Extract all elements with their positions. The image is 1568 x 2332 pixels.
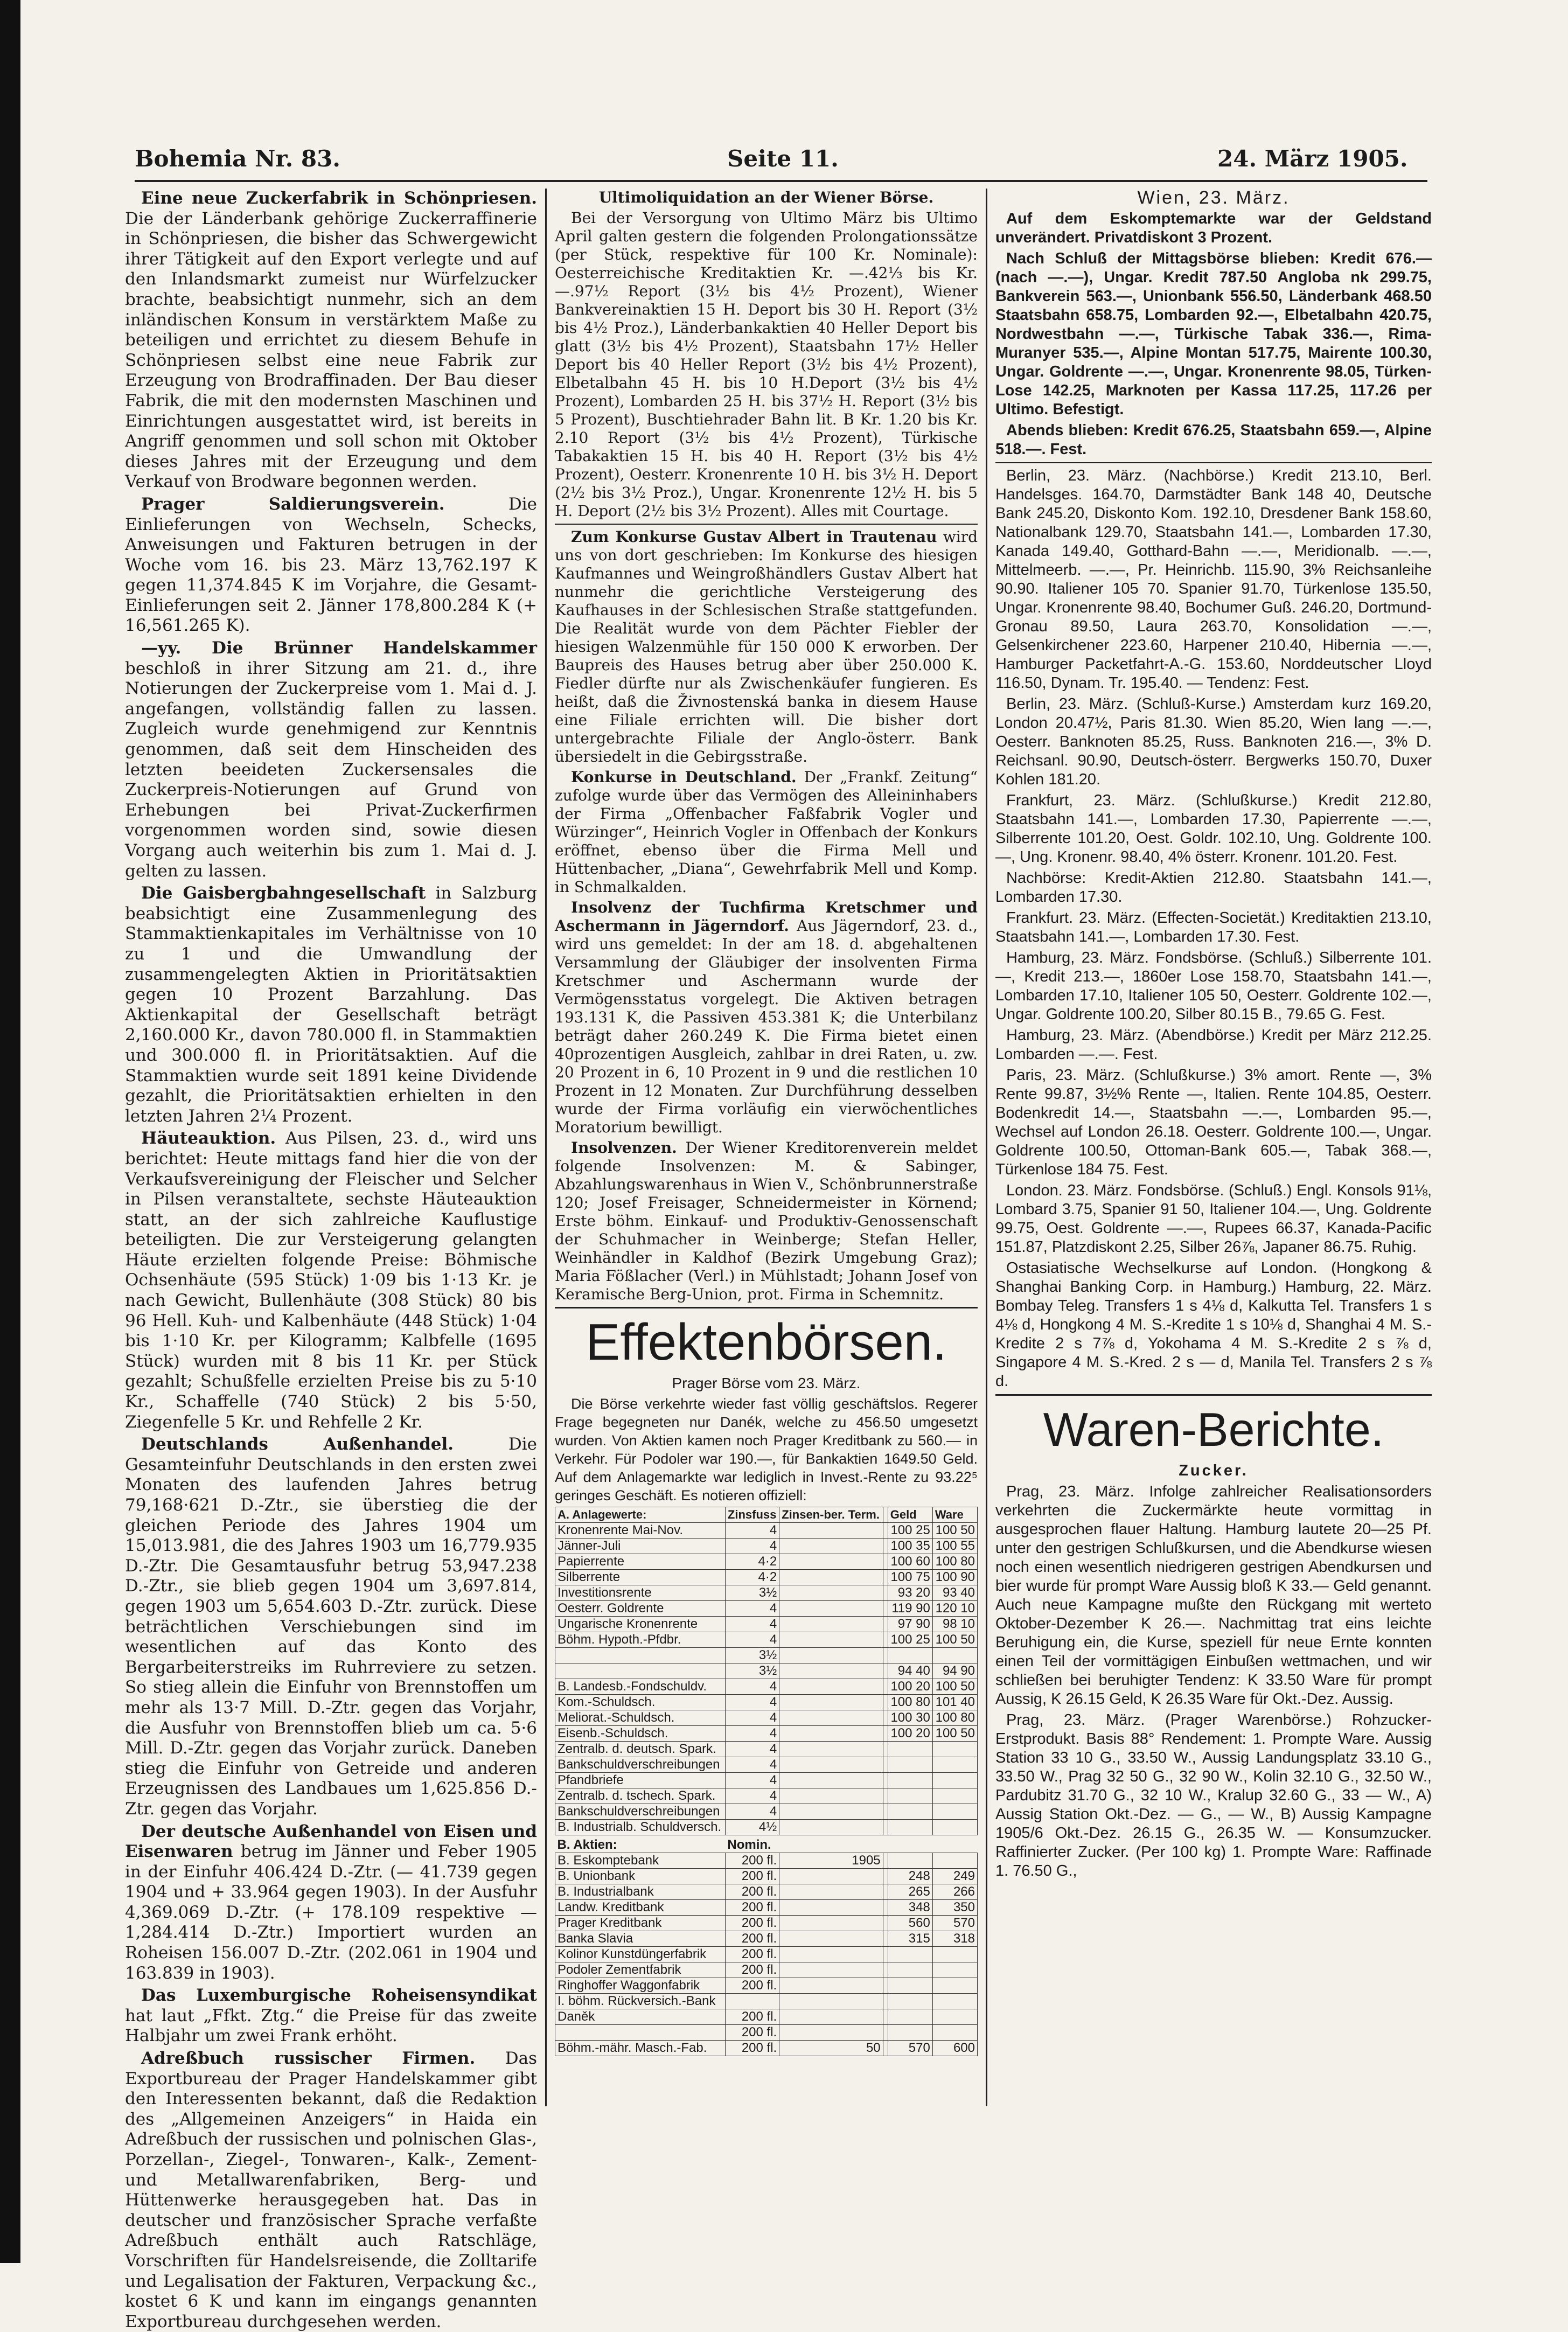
table-cell [883,1884,888,1900]
table-cell: 4·2 [725,1554,779,1570]
table-cell: 98 10 [932,1617,977,1632]
aktien-row [555,1884,978,1900]
table-cell [888,2025,932,2041]
report-berlin-nachboerse: Berlin, 23. März. (Nachbörse.) Kredit 213.10, Berl. Handelsges. 164.70, Darmstädter Bank 148 40, Deutsche Bank 245.20, Diskonto Kom. 192.10, Dresdener Bank 158.60, Nationalbank 129.70, Staatsbahn 141.—, Lombarden 17.30, Kanada 149.40, Gotthard-Bahn —.—, Meridionalb. —.—, Mittelmeerb. —.—, Pr. Heinrichb. 115.90, 3% Reichsanleihe 90.90. Italiener 105 70. Spanier 91.70, Türkenlose 135.50, Ungar. Kronenrente 98.40, Bochumer Guß. 246.20, Dortmund-Gronau 89.50, Laura 263.70, Konsolidation —.—, Gelsenkirchener 223.60, Harpener 210.40, Hibernia —.—, Hamburger Packetfahrt-A.-G. 153.60, Norddeutscher Lloyd 116.50, Dynam. Tr. 195.40. — Tendenz: Fest. [995,467,1432,692]
table-cell: 348 [888,1900,932,1916]
table-cell: 4 [725,1617,779,1632]
table-cell: 4 [725,1757,779,1773]
table-cell: 97 90 [888,1617,932,1632]
table-cell [888,1820,932,1835]
table-cell [779,1585,883,1601]
table-cell [883,1617,888,1632]
anlage-row [555,1554,978,1570]
table-cell [888,1994,932,2009]
table-cell: 100 20 [888,1726,932,1742]
report-paris: Paris, 23. März. (Schlußkurse.) 3% amort. Rente —, 3% Rente 99.87, 3½% Rente —, Italien. Rente 104.85, Oesterr. Bodenkredit 14.—, Staatsbahn —.—, Lombarden 95.—, Wechsel auf London 26.18. Oesterr. Goldrente 100.—, Ungar. Goldrente 100.50, Ottoman-Bank 605.—, Tabak 368.—, Türkenlose 184 75. Fest. [995,1067,1432,1178]
table-cell: 100 80 [932,1554,977,1570]
table-cell: 4 [725,1523,779,1539]
anlage-row [555,1617,978,1632]
table-cell: Podoler Zementfabrik [555,1962,726,1978]
table-cell: Bankschuldverschreibungen [555,1804,726,1820]
table-cell [883,1853,888,1869]
table-cell: 100 50 [932,1726,977,1742]
divider [555,1307,978,1308]
zucker-prag-1: Prag, 23. März. Infolge zahlreicher Realisationsorders verkehrten die Zuckermärkte heute vormittag in ausgesprochen flauer Haltung. Hamburg lautete 20—25 Pf. unter den gestrigen Schlußkursen, und die Abendkurse wiesen noch einen wesentlich niedrigeren gestrigen Abendkursen und bier wurde für prompt Ware Aussig bloß K 33.— Geld genannt. Auch neue Kampagne mußte den Rückgang mit werteto Oktober-Dezember K 26.—. Nachmittag trat eins leichte Beruhigung ein, die Kurse, speziell für neue Ernte konnten einen Teil der vormittägigen Einbußen wettmachen, und wir schließen bei beruhigter Tendenz: K 33.50 Ware für prompt Aussig, K 26.15 Geld, K 26.35 Ware für Okt.-Dez. Aussig. [995,1483,1432,1708]
table-cell [883,1994,888,2009]
article-roheisensyndikat: Das Luxemburgische Roheisensyndikat hat laut „Ffkt. Ztg.“ die Preise für das zweite Halbjahr um zwei Frank erhöht. [125,1986,537,2046]
table-cell: Kom.-Schuldsch. [555,1695,726,1710]
wien-mittagsboerse: Nach Schluß der Mittagsbörse blieben: Kredit 676.— (nach —.—), Ungar. Kredit 787.50 Angloba nk 299.75, Bankverein 563.—, Unionbank 556.50, Länderbank 468.50 Staatsbahn 658.75, Lombarden 92.—, Elbetalbahn 420.75, Nordwestbahn —.—, Türkische Tabak 336.—, Rima-Muranyer 535.—, Alpine Montan 517.75, Mairente 100.30, Ungar. Goldrente —.—, Ungar. Kronenrente 98.05, Türken-Lose 142.25, Marknoten per Kassa 117.25, 117.26 per Ultimo. Befestigt. [995,250,1432,418]
table-cell: 100 60 [888,1554,932,1570]
table-cell [779,1900,883,1916]
table-cell [779,1726,883,1742]
table-header: Zinsfuss [725,1507,779,1523]
table-cell: 100 75 [888,1570,932,1585]
waren-berichte-title: Waren-Berichte. [1043,1403,1384,1456]
table-cell: Böhm. Hypoth.-Pfdbr. [555,1632,726,1648]
table-cell [555,1663,726,1679]
article-haeuteauktion: Häuteauktion. Aus Pilsen, 23. d., wird uns berichtet: Heute mittags fand hier die von der Verkaufsvereinigung der Fleischer und Selcher in Pilsen veranstaltete, sechste Häuteauktion statt, an der sich zahlreiche Kauflustige beteiligten. Die zur Versteigerung gelangten Häute erzielten folgende Preise: Böhmische Ochsenhäute (595 Stück) 1·09 bis 1·13 Kr. je nach Gewicht, Bullenhäute (308 Stück) 80 bis 96 Hell. Kuh- und Kalbenhäute (448 Stück) 1·04 bis 1·10 Kr. per Kilogramm; Kalbfelle (1695 Stück) wurden mit 8 bis 11 Kr. per Stück gezahlt; Schußfelle erzielten Preise bis zu 5·10 Kr., Schaffelle (740 Stück) 2 bis 5·50, Ziegenfelle 5 Kr. und Rehfelle 2 Kr. [125,1129,537,1432]
anlage-row [555,1788,978,1804]
table-cell [883,1900,888,1916]
table-cell [779,1710,883,1726]
table-cell [883,1695,888,1710]
table-cell [779,1869,883,1884]
table-cell [888,1742,932,1757]
table-cell [932,1757,977,1773]
table-cell [883,1916,888,1931]
table-cell [779,1804,883,1820]
table-cell: 100 20 [888,1679,932,1695]
table-cell [888,1978,932,1994]
table-cell [883,1726,888,1742]
anlage-row [555,1726,978,1742]
anlage-row [555,1820,978,1835]
table-cell [883,1978,888,1994]
table-cell: 4 [725,1804,779,1820]
aktien-head-empty [779,1835,978,1853]
table-cell [779,1554,883,1570]
article-adressbuch: Adreßbuch russischer Firmen. Das Exportbureau der Prager Handelskammer gibt den Interessenten bekannt, daß die Redaktion des „Allgemeinen Anzeigers“ in Haida ein Adreßbuch der russischen und polnischen Glas-, Porzellan-, Ziegel-, Tonwaren-, Kalk-, Zement- und Metallwarenfabriken, Berg- und Hüttenwerke herausgegeben hat. Das in deutscher und französischer Sprache verfaßte Adreßbuch enthält auch Ratschläge, Vorschriften für Handelsreisende, die Zolltarife und Legalisation der Fakturen, Verpackung &c., kostet 6 K und kann im eingangs genannten Exportbureau durchgesehen werden. [125,2049,537,2331]
table-cell [883,1788,888,1804]
table-cell [932,1978,977,1994]
table-cell [888,1788,932,1804]
wien-intro: Auf dem Eskomptemarkte war der Geldstand unverändert. Privatdiskont 3 Prozent. [995,210,1432,246]
anlage-row [555,1742,978,1757]
table-cell: 200 fl. [725,1916,779,1931]
anlage-row [555,1648,978,1663]
table-cell: 200 fl. [725,1962,779,1978]
table-cell [883,1869,888,1884]
aktien-section [555,1835,978,1853]
aktien-row [555,2041,978,2056]
quotes-table [555,1507,978,2056]
aktien-row [555,1947,978,1962]
table-cell: Jänner-Juli [555,1539,726,1554]
table-cell: 100 80 [888,1695,932,1710]
table-cell: 200 fl. [725,2025,779,2041]
table-cell: 200 fl. [725,2009,779,2025]
table-cell: Prager Kreditbank [555,1916,726,1931]
table-header-row [555,1507,978,1523]
table-header: Zinsen-ber. Term. [779,1507,883,1523]
table-cell: 50 [779,2041,883,2056]
table-cell: 266 [932,1884,977,1900]
table-cell [779,1931,883,1947]
table-cell [779,1962,883,1978]
table-cell: 100 25 [888,1523,932,1539]
table-cell [779,2025,883,2041]
table-cell [932,1742,977,1757]
table-cell [888,1757,932,1773]
article-aussenhandel: Deutschlands Außenhandel. Die Gesamteinfuhr Deutschlands in den ersten zwei Monaten des laufenden Jahres betrug 79,168·621 D.-Ztr., sie überstieg die der gleichen Periode des Jahres 1904 um 15,013.981, die des Jahres 1903 um 16,779.935 D.-Ztr. Die Gesamtausfuhr betrug 53,947.238 D.-Ztr., sie blieb gegen 1904 um 3,697.814, gegen 1903 um 5,654.603 D.-Ztr. zurück. Diese beträchtlichen Verschiebungen sind im wesentlichen auf das Konto des Bergarbeiterstreiks im Ruhrreviere zu setzen. So stieg allein die Einfuhr von Brennstoffen um mehr als 13·7 Mill. D.-Ztr. gegen das Vorjahr, die Ausfuhr von Brennstoffen blieb um ca. 5·6 Mill. D.-Ztr. gegen das Vorjahr zurück. Daneben stieg die Einfuhr von Getreide und anderen Erzeugnissen des Landbaues um 1,625.856 D.-Ztr. gegen das Vorjahr. [125,1435,537,1819]
table-cell: 4 [725,1679,779,1695]
table-cell: Pfandbriefe [555,1773,726,1788]
table-cell: 94 40 [888,1663,932,1679]
table-cell: 200 fl. [725,1884,779,1900]
report-hamburg-fonds: Hamburg, 23. März. Fondsbörse. (Schluß.) Silberrente 101.—, Kredit 213.—, 1860er Lose 158.70, Staatsbahn 141.—, Lombarden 17.10, Italiener 105 50, Oesterr. Goldrente 102.—, Ungar. Goldrente 100.20, Silber 80.15 B., 79.65 G. Fest. [995,949,1432,1023]
table-cell: 100 80 [932,1710,977,1726]
anlage-row [555,1570,978,1585]
table-cell: B. Eskomptebank [555,1853,726,1869]
table-cell: 120 10 [932,1601,977,1617]
table-cell: Ringhoffer Waggonfabrik [555,1978,726,1994]
aktien-row [555,2025,978,2041]
column-rule-1 [545,189,547,2106]
article-eisen: Der deutsche Außenhandel von Eisen und Eisenwaren betrug im Jänner und Feber 1905 in der Einfuhr 406.424 D.-Ztr. (— 41.739 gegen 1904 und + 33.964 gegen 1903). In der Ausfuhr 4,369.069 D.-Ztr. (+ 178.109 respektive — 1,284.414 D.-Ztr.) Importiert wurden an Roheisen 156.007 D.-Ztr. (202.061 in 1904 und 163.839 in 1903). [125,1821,537,1983]
table-cell [932,1788,977,1804]
anlage-row [555,1585,978,1601]
anlage-row [555,1757,978,1773]
table-cell [932,1820,977,1835]
anlage-row [555,1695,978,1710]
aktien-rows [555,1853,978,2056]
table-cell: B. Industrialbank [555,1884,726,1900]
table-cell [555,2025,726,2041]
divider [995,462,1432,463]
table-cell: 94 90 [932,1663,977,1679]
table-cell [779,1601,883,1617]
table-cell: 4 [725,1632,779,1648]
article-gaisbergbahn: Die Gaisbergbahngesellschaft in Salzburg beabsichtigt eine Zusammenlegung des Stammaktienkapitales im Verhältnisse von 10 zu 1 und die Umwandlung der zusammengelegten Aktien in Prioritätsaktien gegen 10 Prozent Barzahlung. Das Aktienkapital der Gesellschaft beträgt 2,160.000 Kr., davon 780.000 fl. in Stammaktien und 300.000 fl. in Prioritätsaktien. Auf die Stammaktien wurde seit 1891 keine Dividende gezahlt, die Prioritätsaktien erhielten in den letzten Jahren 2¼ Prozent. [125,883,537,1126]
aktien-header-row [555,1835,978,1853]
article-handelskammer: —yy. Die Brünner Handelskammer beschloß in ihrer Sitzung am 21. d., ihre Notierungen der Zuckerpreise vom 1. Mai d. J. angefangen, vollständig fallen zu lassen. Zugleich wurde genehmigend zur Kenntnis genommen, daß seit dem Hinscheiden des letzten beeideten Zuckersensales die Zuckerpreis-Notierungen auf Grund von Erhebungen bei Privat-Zuckerfirmen vorgenommen worden sind, sowie diesen Vorgang auch weiterhin bis zum 1. Mai d. J. gelten zu lassen. [125,638,537,881]
table-cell [888,1804,932,1820]
table-cell: 4 [725,1726,779,1742]
article-insolvenzen: Insolvenzen. Der Wiener Kreditorenverein meldet folgende Insolvenzen: M. & Sabinger, Abzahlungswarenhaus in Wien V., Schönbrunnerstraße 120; Josef Freisager, Schneidermeister in Körnend; Erste böhm. Einkauf- und Produktiv-Genossenschaft der Schuhmacher in Weinberge; Stefan Heller, Weinhändler in Kaldhof (Bezirk Umgebung Graz); Maria Fößlacher (Verl.) in Mühlstadt; Johann Josef von Keramische Berg-Union, prot. Firma in Schemnitz. [555,1139,978,1303]
table-cell: 570 [888,2041,932,2056]
table-cell: 560 [888,1916,932,1931]
table-cell [883,1757,888,1773]
table-cell: Oesterr. Goldrente [555,1601,726,1617]
table-cell [779,1994,883,2009]
report-frankfurt-nachboerse: Nachbörse: Kredit-Aktien 212.80. Staatsbahn 141.—, Lombarden 17.30. [995,869,1432,906]
table-cell: 4 [725,1773,779,1788]
anlage-row [555,1773,978,1788]
table-cell: Kolinor Kunstdüngerfabrik [555,1947,726,1962]
article-saldierungsverein: Prager Saldierungsverein. Die Einlieferungen von Wechseln, Schecks, Anweisungen und Fakturen betrugen in der Woche vom 16. bis 23. März 13,762.197 K gegen 11,374.845 K im Vorjahre, die Gesamt-Einlieferungen seit 2. Jänner 178,800.284 K (+ 16,561.265 K). [125,494,537,636]
table-cell [888,1962,932,1978]
table-cell [779,1773,883,1788]
table-cell [883,2041,888,2056]
table-cell: 200 fl. [725,1853,779,1869]
table-cell: Meliorat.-Schuldsch. [555,1710,726,1726]
aktien-row [555,1869,978,1884]
column-middle [555,189,978,2106]
table-cell: 3½ [725,1663,779,1679]
anlage-row [555,1601,978,1617]
zucker-prag-2: Prag, 23. März. (Prager Warenbörse.) Rohzucker-Erstprodukt. Basis 88° Rendement: 1. Prompte Ware. Aussig Station 33 10 G., 33.50 W., Aussig Landungsplatz 33.10 G., 33.50 W., Prag 32 50 G., 32 90 W., Kolin 32.10 G., 32.50 W., Pardubitz 31.70 G., 32 10 W., Kralup 32.60 G., 33 — W., A) Aussig Station Okt.-Dez. — G., — W., B) Aussig Kampagne 1905/6 Okt.-Dez. 26.15 G., 26.35 W. — Konsumzucker. Raffinierter Zucker. (Per 100 kg) 1. Prompte Ware: Raffinade 1. 76.50 G., [995,1711,1432,1879]
table-cell [779,1916,883,1931]
column-right [995,189,1432,2106]
report-berlin-schluss: Berlin, 23. März. (Schluß-Kurse.) Amsterdam kurz 169.20, London 20.47½, Paris 81.30. Wien 85.20, Wien lang —.—, Oesterr. Banknoten 85.25, Russ. Banknoten 216.—, 3% D. Reichsanl. 90.90, Deutsch-österr. Bergwerks 150.70, Duxer Kohlen 181.20. [995,695,1432,788]
table-cell [932,1947,977,1962]
effektenboersen-title: Effektenbörsen. [586,1313,947,1371]
table-cell: Kronenrente Mai-Nov. [555,1523,726,1539]
report-hamburg-abend: Hamburg, 23. März. (Abendbörse.) Kredit per März 212.25. Lombarden —.—. Fest. [995,1027,1432,1063]
anlage-row [555,1632,978,1648]
table-cell [779,1617,883,1632]
table-cell [779,1648,883,1663]
table-cell [883,1554,888,1570]
table-cell: Investitionsrente [555,1585,726,1601]
table-cell: Landw. Kreditbank [555,1900,726,1916]
column-rule-2 [986,189,987,2106]
table-cell: 93 40 [932,1585,977,1601]
report-frankfurt-societaet: Frankfurt. 23. März. (Effecten-Societät.) Kreditaktien 213.10, Staatsbahn 141.—, Lombarden 17.30. Fest. [995,909,1432,945]
table-cell: B. Industrialb. Schuldversch. [555,1820,726,1835]
anlage-row [555,1710,978,1726]
table-cell [779,1978,883,1994]
article-konkurse-deutschland: Konkurse in Deutschland. Der „Frankf. Zeitung“ zufolge wurde über das Vermögen des Alleininhabers der Firma „Offenbacher Faßfabrik Vogler und Würzinger“, Heinrich Vogler in Offenbach der Konkurs eröffnet, ebenso über die Firma Mell und Hüttenbacher, „Diana“, Gewehrfabrik Mell und Komp. in Schmalkalden. [555,768,978,896]
table-cell [932,1773,977,1788]
table-cell [779,2009,883,2025]
table-cell: 101 40 [932,1695,977,1710]
report-frankfurt-schluss: Frankfurt, 23. März. (Schlußkurse.) Kredit 212.80, Staatsbahn 141.—, Lombarden 17.30, Papierrente —.—, Silberrente 101.20, Oest. Goldr. 102.10, Ung. Goldrente 100.—, Ung. Kronenr. 98.40, 4% österr. Kronenr. 101.20. Fest. [995,792,1432,866]
wien-abends: Abends blieben: Kredit 676.25, Staatsbahn 659.—, Alpine 518.—. Fest. [995,422,1432,458]
table-cell: Daněk [555,2009,726,2025]
divider [555,524,978,525]
table-cell: 3½ [725,1585,779,1601]
table-cell: Ungarische Kronenrente [555,1617,726,1632]
table-cell [779,1947,883,1962]
scan-border [0,0,20,2263]
table-cell [883,1710,888,1726]
table-cell [932,1648,977,1663]
anlage-row [555,1679,978,1695]
aktien-row [555,1853,978,1869]
table-cell: 100 25 [888,1632,932,1648]
table-cell: 200 fl. [725,2041,779,2056]
aktien-row [555,1994,978,2009]
table-cell [779,1820,883,1835]
table-cell [883,1947,888,1962]
table-cell: 4 [725,1710,779,1726]
table-cell: 100 55 [932,1539,977,1554]
table-cell: 3½ [725,1648,779,1663]
table-cell: 100 50 [932,1679,977,1695]
table-cell: 265 [888,1884,932,1900]
table-cell [779,1539,883,1554]
table-cell: Silberrente [555,1570,726,1585]
report-ostasiatisch: Ostasiatische Wechselkurse auf London. (Hongkong & Shanghai Banking Corp. in Hamburg.) Hamburg, 22. März. Bombay Teleg. Transfers 1 s 4⅛ d, Kalkutta Tel. Transfers 1 s 4⅛ d, Hongkong 4 M. S.-Kredite 1 s 10⅛ d, Shanghai 4 M. S.-Kredite 2 s 7⅞ d, Yokohama 4 M. S.-Kredite 2 s ⅞ d, Singapore 4 M. S.-Kred. 2 s — d, Manila Tel. Transfers 2 s ⅞ d. [995,1259,1432,1390]
article-zuckerfabrik: Eine neue Zuckerfabrik in Schönpriesen. Die der Länderbank gehörige Zuckerraffinerie in Schönpriesen, die bisher das Schwergewicht ihrer Tätigkeit auf den Export verlegte und auf den Inlandsmarkt zumeist nur Würfelzucker brachte, beabsichtigt nunmehr, sich an dem inländischen Konsum in verstärktem Maße zu beteiligen und errichtet zu diesem Behufe in Schönpriesen selbst eine neue Fabrik zur Erzeugung von Brodraffinaden. Der Bau dieser Fabrik, die mit den modernsten Maschinen und Einrichtungen ausgestattet wird, ist bereits in Angriff genommen und soll schon mit Oktober dieses Jahres mit der Erzeugung und dem Verkauf von Brodware begonnen werden. [125,189,537,492]
table-cell [888,1773,932,1788]
table-cell: B. Landesb.-Fondschuldv. [555,1679,726,1695]
table-header: A. Anlagewerte: [555,1507,726,1523]
table-cell [779,1695,883,1710]
divider [995,1394,1432,1396]
header-issue: Bohemia Nr. 83. [135,145,340,172]
table-cell: Zentralb. d. tschech. Spark. [555,1788,726,1804]
table-cell [932,1804,977,1820]
report-london: London. 23. März. Fondsbörse. (Schluß.) Engl. Konsols 91⅛, Lombard 3.75, Spanier 91 50, Italiener 104.—, Ung. Goldrente 99.75, Oest. Goldrente —.—, Rupees 66.37, Kanada-Pacific 151.87, Platzdiskont 2.25, Silber 26⅞, Japaner 86.75. Ruhig. [995,1182,1432,1256]
table-cell [888,1648,932,1663]
anlage-row [555,1663,978,1679]
table-cell [555,1648,726,1663]
table-cell [883,1539,888,1554]
table-cell [779,1757,883,1773]
table-cell: 100 35 [888,1539,932,1554]
table-cell: 4·2 [725,1570,779,1585]
table-cell: 119 90 [888,1601,932,1617]
zucker-heading: Zucker. [1179,1462,1249,1479]
table-cell: 318 [932,1931,977,1947]
table-cell [779,1788,883,1804]
table-cell [883,1962,888,1978]
table-cell [725,1994,779,2009]
table-cell [883,1523,888,1539]
table-cell: 4 [725,1788,779,1804]
header-rule [135,180,1427,182]
table-cell: 100 50 [932,1632,977,1648]
table-cell: 100 30 [888,1710,932,1726]
table-cell [932,1994,977,2009]
wien-heading: Wien, 23. März. [1137,187,1290,208]
table-cell: Zentralb. d. deutsch. Spark. [555,1742,726,1757]
table-cell: 315 [888,1931,932,1947]
table-cell: 4 [725,1539,779,1554]
table-cell [779,1663,883,1679]
table-cell: 200 fl. [725,1900,779,1916]
aktien-row [555,1916,978,1931]
header-page-number: Seite 11. [727,145,839,172]
table-cell [883,1648,888,1663]
table-cell [779,1679,883,1695]
table-cell [883,1820,888,1835]
ultimo-heading: Ultimoliquidation an der Wiener Börse. [598,189,934,206]
table-cell: Banka Slavia [555,1931,726,1947]
table-header: Ware [932,1507,977,1523]
effekten-text: Die Börse verkehrte wieder fast völlig geschäftslos. Regerer Frage begegneten nur Danék, welche zu 456.50 umgesetzt wurden. Von Aktien kamen noch Prager Kreditbank zu 560.— in Verkehr. Für Podoler war 190.—, für Bankaktien 1649.50 Geld. Auf dem Anlagemarkte war lediglich in Invest.-Rente zu 93.22⁵ geringes Geschäft. Es notieren offiziell: [555,1396,978,1503]
header-date: 24. März 1905. [1217,145,1408,172]
table-cell [932,2025,977,2041]
table-cell [888,1947,932,1962]
table-cell [779,1570,883,1585]
table-cell: Bankschuldverschreibungen [555,1757,726,1773]
aktien-row [555,1978,978,1994]
table-cell: 4 [725,1601,779,1617]
table-cell [779,1523,883,1539]
table-cell: 200 fl. [725,1978,779,1994]
table-cell: 200 fl. [725,1869,779,1884]
table-cell [779,1742,883,1757]
table-cell: B. Unionbank [555,1869,726,1884]
anlage-rows [555,1523,978,1835]
table-cell: 600 [932,2041,977,2056]
prager-boerse-heading: Prager Börse vom 23. März. [672,1375,861,1391]
column-left [125,189,537,2331]
article-konkurs-albert: Zum Konkurse Gustav Albert in Trautenau wird uns von dort geschrieben: Im Konkurse des hiesigen Kaufmannes und Weingroßhändlers Gustav Albert hat nunmehr die gerichtliche Versteigerung des Kaufhauses in der Schlesischen Straße stattgefunden. Die Realität wurde von dem Pächter Fiebler der hiesigen Walzenmühle für 150 000 K erworben. Der Baupreis des Hauses betrug aber über 250.000 K. Fiedler dürfte nur als Zwischenkäufer fungieren. Es heißt, daß die Živnostenská banka in diesem Hause eine Filiale errichten will. Die bisher dort untergebrachte Filiale der Anglo-österr. Bank übersiedelt in die Gebirgsstraße. [555,528,978,765]
table-cell: 93 20 [888,1585,932,1601]
table-cell: 350 [932,1900,977,1916]
anlage-row [555,1804,978,1820]
table-cell: 100 90 [932,1570,977,1585]
table-cell: 4 [725,1742,779,1757]
table-cell: 100 50 [932,1523,977,1539]
table-header [883,1507,888,1523]
table-cell: 4½ [725,1820,779,1835]
table-cell [883,1804,888,1820]
table-cell [883,2025,888,2041]
table-cell: I. böhm. Rückversich.-Bank [555,1994,726,2009]
table-cell [883,1931,888,1947]
aktien-row [555,1962,978,1978]
table-cell: Eisenb.-Schuldsch. [555,1726,726,1742]
table-cell: 248 [888,1869,932,1884]
table-cell: 1905 [779,1853,883,1869]
page-header [135,145,1427,178]
aktien-head: Nomin. [727,1837,771,1852]
anlage-row [555,1539,978,1554]
aktien-row [555,2009,978,2025]
table-cell [779,1884,883,1900]
table-cell [883,1570,888,1585]
table-cell [883,2009,888,2025]
table-cell [883,1632,888,1648]
table-cell: 4 [725,1695,779,1710]
table-cell: Böhm.-mähr. Masch.-Fab. [555,2041,726,2056]
table-cell [932,1962,977,1978]
table-cell [883,1679,888,1695]
aktien-head: B. Aktien: [557,1837,617,1852]
table-cell [883,1585,888,1601]
table-cell: 200 fl. [725,1947,779,1962]
table-cell [888,1853,932,1869]
aktien-row [555,1900,978,1916]
table-header: Geld [888,1507,932,1523]
table-cell: 570 [932,1916,977,1931]
anlage-row [555,1523,978,1539]
table-cell: 249 [932,1869,977,1884]
table-cell [779,1632,883,1648]
aktien-row [555,1931,978,1947]
table-cell: 200 fl. [725,1931,779,1947]
table-cell [932,2009,977,2025]
article-insolvenz-tuchfirma: Insolvenz der Tuchfirma Kretschmer und Aschermann in Jägerndorf. Aus Jägerndorf, 23. d., wird uns gemeldet: In der am 18. d. abgehaltenen Versammlung der Gläubiger der insolventen Firma Kretschmer und Aschermann wurde der Vermögensstatus vorgelegt. Die Aktiven betragen 193.131 K, die Passiven 453.381 K; die Unterbilanz beträgt daher 260.249 K. Die Firma bietet einen 40prozentigen Ausgleich, zahlbar in drei Raten, u. zw. 20 Prozent in 6, 10 Prozent in 9 und die restlichen 10 Prozent in 12 Monaten. Zur Durchführung desselben wurde der Firma vorläufig ein vierwöchentliches Moratorium bewilligt. [555,899,978,1136]
table-cell [883,1601,888,1617]
ultimo-text: Bei der Versorgung von Ultimo März bis Ultimo April galten gestern die folgenden Prolongationssätze (per Stück, respektive für 100 Kr. Nominale): Oesterreichische Kreditaktien Kr. —.42⅓ bis Kr. —.97½ Report (3½ bis 4½ Prozent), Wiener Bankvereinaktien 15 H. Deport bis 30 H. Report (3½ bis 4½ Proz.), Länderbankaktien 40 Heller Deport bis glatt (3½ bis 4½ Prozent), Staatsbahn 17½ Heller Deport bis 40 Heller Report (3½ bis 4½ Prozent), Elbetalbahn 45 H. bis 10 H.Deport (3½ bis 4½ Prozent), Lombarden 25 H. bis 37½ H. Report (3½ bis 5 Prozent), Buschtiehrader Bahn lit. B Kr. 1.20 bis Kr. 2.10 Report (3½ bis 4½ Prozent), Türkische Tabakaktien 15 H. bis 40 H. Report (3½ bis 4½ Prozent), Oesterr. Kronenrente 10 H. bis 3½ H. Deport (2½ bis 3½ Proz.), Ungar. Kronenrente 12½ H. bis 5 H. Deport (2½ bis 3½ Prozent). Alles mit Courtage. [555,209,978,520]
table-cell [883,1742,888,1757]
table-cell [883,1773,888,1788]
table-cell: Papierrente [555,1554,726,1570]
table-cell [883,1663,888,1679]
table-cell [888,2009,932,2025]
table-cell [932,1853,977,1869]
